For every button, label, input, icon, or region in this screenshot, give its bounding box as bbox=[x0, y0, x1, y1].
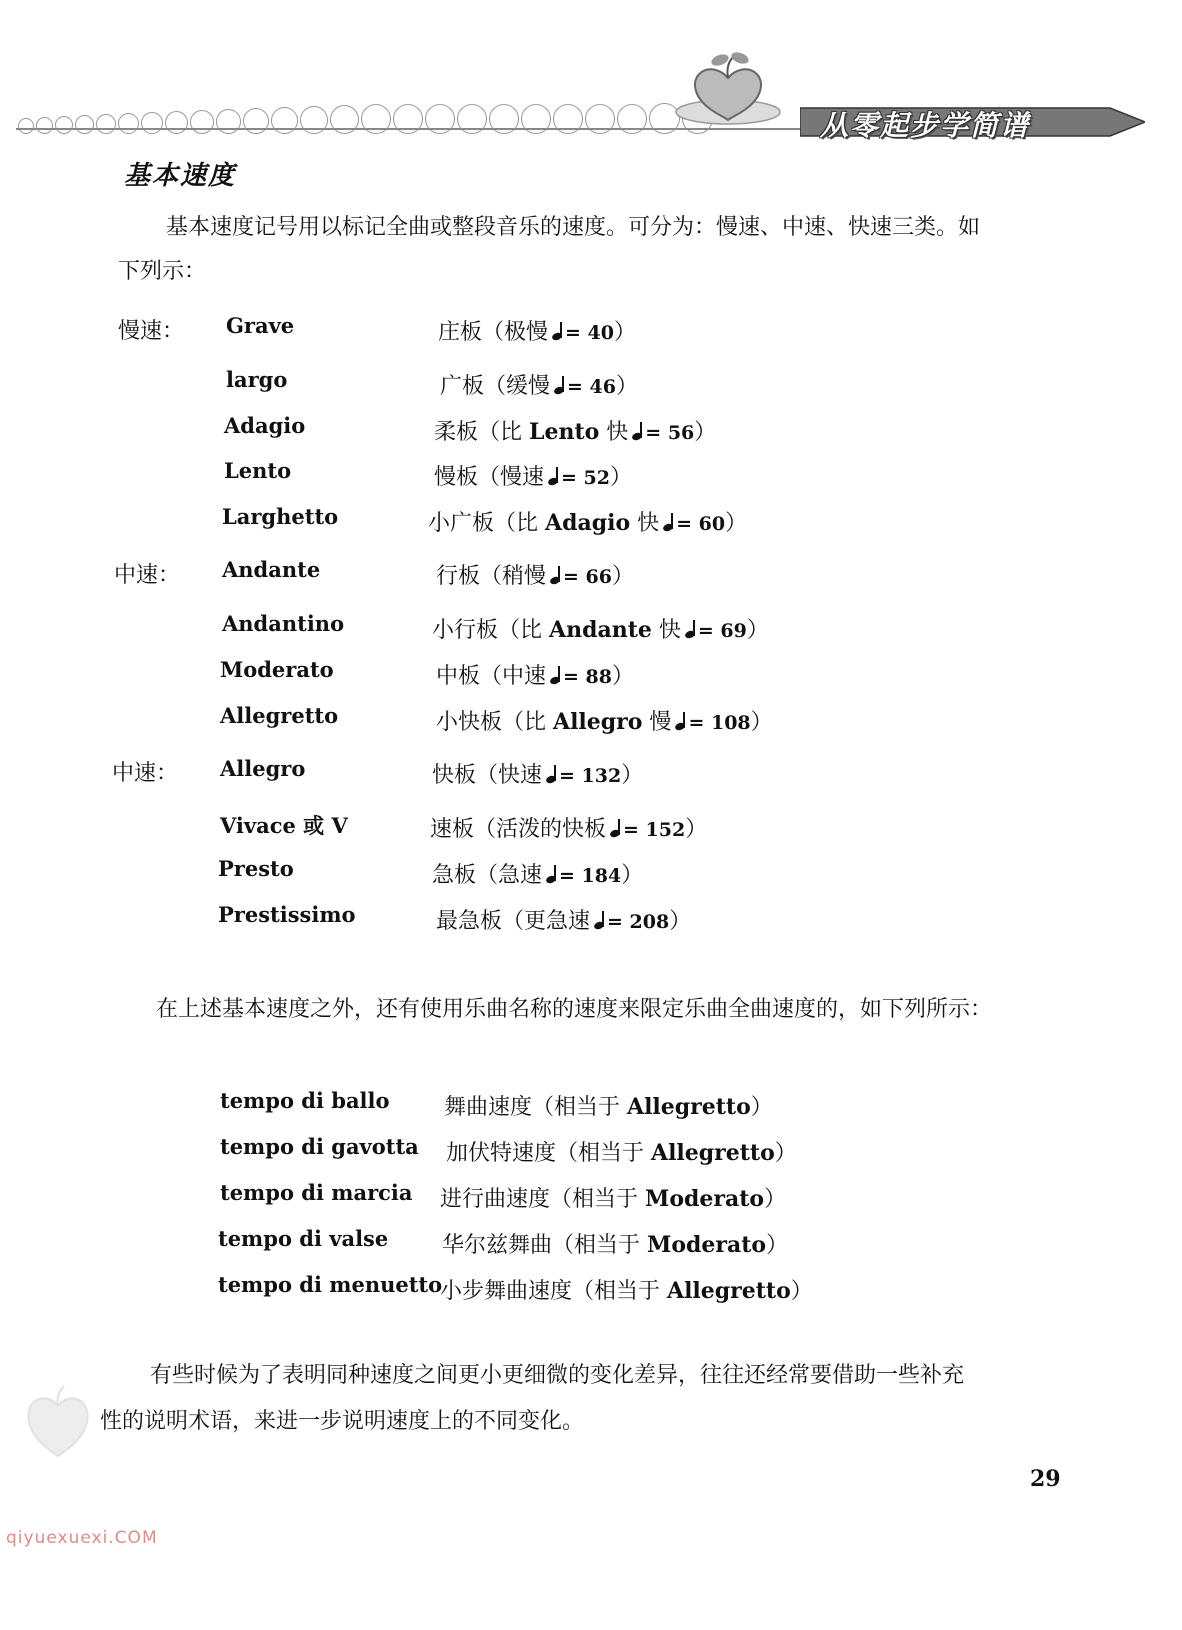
closing-paren: ） bbox=[616, 374, 639, 399]
tempo-term: Presto bbox=[218, 856, 294, 881]
tempo-comparison: 慢 bbox=[642, 710, 672, 735]
tempo-desc-text: 小行板（比 bbox=[432, 618, 549, 643]
quarter-note-icon bbox=[610, 819, 621, 837]
quarter-note-icon bbox=[675, 712, 686, 730]
decor-circle bbox=[75, 115, 94, 134]
closing-paren: ） bbox=[614, 320, 637, 345]
tempo-comparison: 快 bbox=[599, 420, 629, 445]
named-tempo-text: 华尔兹舞曲（相当于 bbox=[442, 1233, 647, 1258]
tempo-term: Vivace 或 V bbox=[220, 813, 348, 838]
metronome-value: = 132 bbox=[559, 765, 622, 787]
metronome-value: = 208 bbox=[607, 911, 670, 933]
quarter-note-icon bbox=[550, 666, 561, 684]
tempo-term: Grave bbox=[226, 313, 295, 338]
tempo-desc-text: 急板（急速 bbox=[432, 863, 543, 888]
tempo-desc-text: 小快板（比 bbox=[436, 710, 553, 735]
middle-paragraph: 在上述基本速度之外，还有使用乐曲名称的速度来限定乐曲全曲速度的，如下列所示： bbox=[156, 997, 993, 1022]
tempo-desc-text: 中板（中速 bbox=[436, 664, 547, 689]
intro-line-2: 下列示： bbox=[118, 259, 207, 284]
closing-paren: ） bbox=[621, 763, 644, 788]
quarter-note-icon bbox=[632, 422, 643, 440]
metronome-value: = 46 bbox=[567, 376, 616, 398]
tempo-description bbox=[430, 812, 707, 843]
quarter-note-icon bbox=[548, 467, 559, 485]
closing-paren: ） bbox=[790, 1279, 813, 1304]
quarter-note-icon bbox=[550, 566, 561, 584]
tempo-desc-text: 慢板（慢速 bbox=[434, 465, 545, 490]
metronome-value: = 69 bbox=[697, 620, 747, 642]
tempo-desc-text: 小广板（比 bbox=[428, 511, 545, 536]
quarter-note-icon bbox=[594, 911, 605, 929]
decor-circle bbox=[118, 113, 139, 134]
apple-watermark-icon bbox=[16, 1380, 100, 1464]
decor-circle bbox=[141, 112, 163, 134]
tempo-comparison: 快 bbox=[630, 511, 660, 536]
tempo-reference-term: Adagio bbox=[545, 510, 631, 536]
category-fast: 中速： bbox=[112, 761, 179, 786]
decor-circle bbox=[243, 108, 269, 134]
tempo-term: Prestissimo bbox=[218, 902, 356, 927]
tempo-term: Larghetto bbox=[222, 504, 339, 529]
closing-paren: ） bbox=[621, 863, 644, 888]
decor-circle bbox=[55, 116, 73, 134]
closing-paren: ） bbox=[612, 664, 635, 689]
section-title: 基本速度 bbox=[124, 161, 237, 191]
metronome-value: = 184 bbox=[559, 865, 622, 887]
named-tempo-term: tempo di ballo bbox=[220, 1088, 390, 1113]
tempo-desc-text: 行板（稍慢 bbox=[436, 564, 547, 589]
closing-paren: ） bbox=[725, 511, 748, 536]
tempo-description bbox=[434, 460, 632, 491]
named-tempo-text: 进行曲速度（相当于 bbox=[440, 1187, 645, 1212]
tempo-description bbox=[428, 506, 747, 537]
decor-circle bbox=[216, 109, 241, 134]
named-tempo-term: tempo di valse bbox=[218, 1226, 389, 1251]
tempo-description bbox=[436, 904, 691, 935]
tempo-term: Allegro bbox=[220, 756, 306, 781]
closing-paren: ） bbox=[774, 1141, 797, 1166]
metronome-value: = 52 bbox=[561, 467, 610, 489]
tempo-term: largo bbox=[226, 367, 288, 392]
closing-paren: ） bbox=[669, 909, 692, 934]
decor-circle bbox=[96, 114, 116, 134]
closing-paren: ） bbox=[746, 618, 769, 643]
tempo-term: Andante bbox=[222, 557, 321, 582]
quarter-note-icon bbox=[685, 620, 696, 638]
quarter-note-icon bbox=[546, 765, 557, 783]
site-watermark: qiyuexuexi.COM bbox=[6, 1528, 158, 1548]
closing-paren: ） bbox=[610, 465, 633, 490]
intro-line-1: 基本速度记号用以标记全曲或整段音乐的速度。可分为：慢速、中速、快速三类。如 bbox=[166, 215, 981, 240]
tempo-description bbox=[432, 758, 643, 789]
tempo-term: Allegretto bbox=[220, 703, 339, 728]
metronome-value: = 56 bbox=[645, 422, 695, 444]
tempo-term: Moderato bbox=[220, 657, 334, 682]
metronome-value: = 108 bbox=[688, 712, 751, 734]
equivalent-tempo: Moderato bbox=[645, 1186, 765, 1212]
category-slow: 慢速： bbox=[118, 319, 185, 344]
closing-paren: ） bbox=[750, 710, 773, 735]
named-tempo-description bbox=[444, 1090, 773, 1121]
named-tempo-term: tempo di marcia bbox=[220, 1180, 413, 1205]
equivalent-tempo: Allegretto bbox=[651, 1140, 775, 1166]
tempo-desc-text: 最急板（更急速 bbox=[436, 909, 591, 934]
tempo-desc-text: 速板（活泼的快板 bbox=[430, 817, 607, 842]
tempo-reference-term: Andante bbox=[549, 617, 652, 643]
tempo-desc-text: 庄板（极慢 bbox=[438, 320, 549, 345]
named-tempo-description bbox=[440, 1274, 813, 1305]
apple-heart-icon bbox=[668, 50, 788, 130]
tempo-reference-term: Lento bbox=[529, 419, 600, 445]
quarter-note-icon bbox=[663, 513, 674, 531]
named-tempo-description bbox=[446, 1136, 797, 1167]
decor-circle bbox=[36, 117, 53, 134]
tempo-desc-text: 快板（快速 bbox=[432, 763, 543, 788]
tempo-term: Andantino bbox=[222, 611, 345, 636]
decor-circle bbox=[190, 110, 214, 134]
named-tempo-text: 加伏特速度（相当于 bbox=[446, 1141, 651, 1166]
quarter-note-icon bbox=[554, 376, 565, 394]
tempo-term: Lento bbox=[224, 458, 292, 483]
tempo-description bbox=[432, 858, 643, 889]
tempo-description bbox=[434, 415, 716, 446]
book-title-banner: 从零起步学简谱 bbox=[820, 109, 1031, 142]
decor-circle bbox=[18, 118, 34, 134]
tempo-term: Adagio bbox=[224, 413, 306, 438]
closing-line-2: 性的说明术语，来进一步说明速度上的不同变化。 bbox=[100, 1409, 585, 1434]
tempo-desc-text: 广板（缓慢 bbox=[440, 374, 551, 399]
tempo-description bbox=[440, 369, 638, 400]
named-tempo-term: tempo di menuetto bbox=[218, 1272, 443, 1297]
named-tempo-term: tempo di gavotta bbox=[220, 1134, 419, 1159]
quarter-note-icon bbox=[546, 865, 557, 883]
tempo-reference-term: Allegro bbox=[553, 709, 643, 735]
metronome-value: = 88 bbox=[563, 666, 612, 688]
closing-paren: ） bbox=[612, 564, 635, 589]
equivalent-tempo: Moderato bbox=[647, 1232, 767, 1258]
tempo-desc-text: 柔板（比 bbox=[434, 420, 529, 445]
named-tempo-description bbox=[442, 1228, 788, 1259]
tempo-description bbox=[438, 315, 636, 346]
closing-paren: ） bbox=[750, 1095, 773, 1120]
equivalent-tempo: Allegretto bbox=[627, 1094, 751, 1120]
named-tempo-text: 小步舞曲速度（相当于 bbox=[440, 1279, 667, 1304]
quarter-note-icon bbox=[552, 322, 563, 340]
closing-paren: ） bbox=[764, 1187, 787, 1212]
tempo-description bbox=[436, 559, 634, 590]
metronome-value: = 66 bbox=[563, 566, 612, 588]
category-medium: 中速： bbox=[114, 563, 181, 588]
closing-paren: ） bbox=[766, 1233, 789, 1258]
closing-paren: ） bbox=[694, 420, 717, 445]
metronome-value: = 40 bbox=[565, 322, 614, 344]
equivalent-tempo: Allegretto bbox=[667, 1278, 791, 1304]
named-tempo-description bbox=[440, 1182, 786, 1213]
tempo-description bbox=[436, 705, 773, 736]
named-tempo-text: 舞曲速度（相当于 bbox=[444, 1095, 627, 1120]
metronome-value: = 60 bbox=[676, 513, 726, 535]
tempo-description bbox=[436, 659, 634, 690]
tempo-comparison: 快 bbox=[651, 618, 681, 643]
tempo-description bbox=[432, 613, 769, 644]
metronome-value: = 152 bbox=[623, 819, 686, 841]
closing-line-1: 有些时候为了表明同种速度之间更小更细微的变化差异，往往还经常要借助一些补充 bbox=[150, 1363, 965, 1388]
closing-paren: ） bbox=[685, 817, 708, 842]
page-number: 29 bbox=[1030, 1466, 1061, 1492]
decor-circle bbox=[165, 111, 188, 134]
